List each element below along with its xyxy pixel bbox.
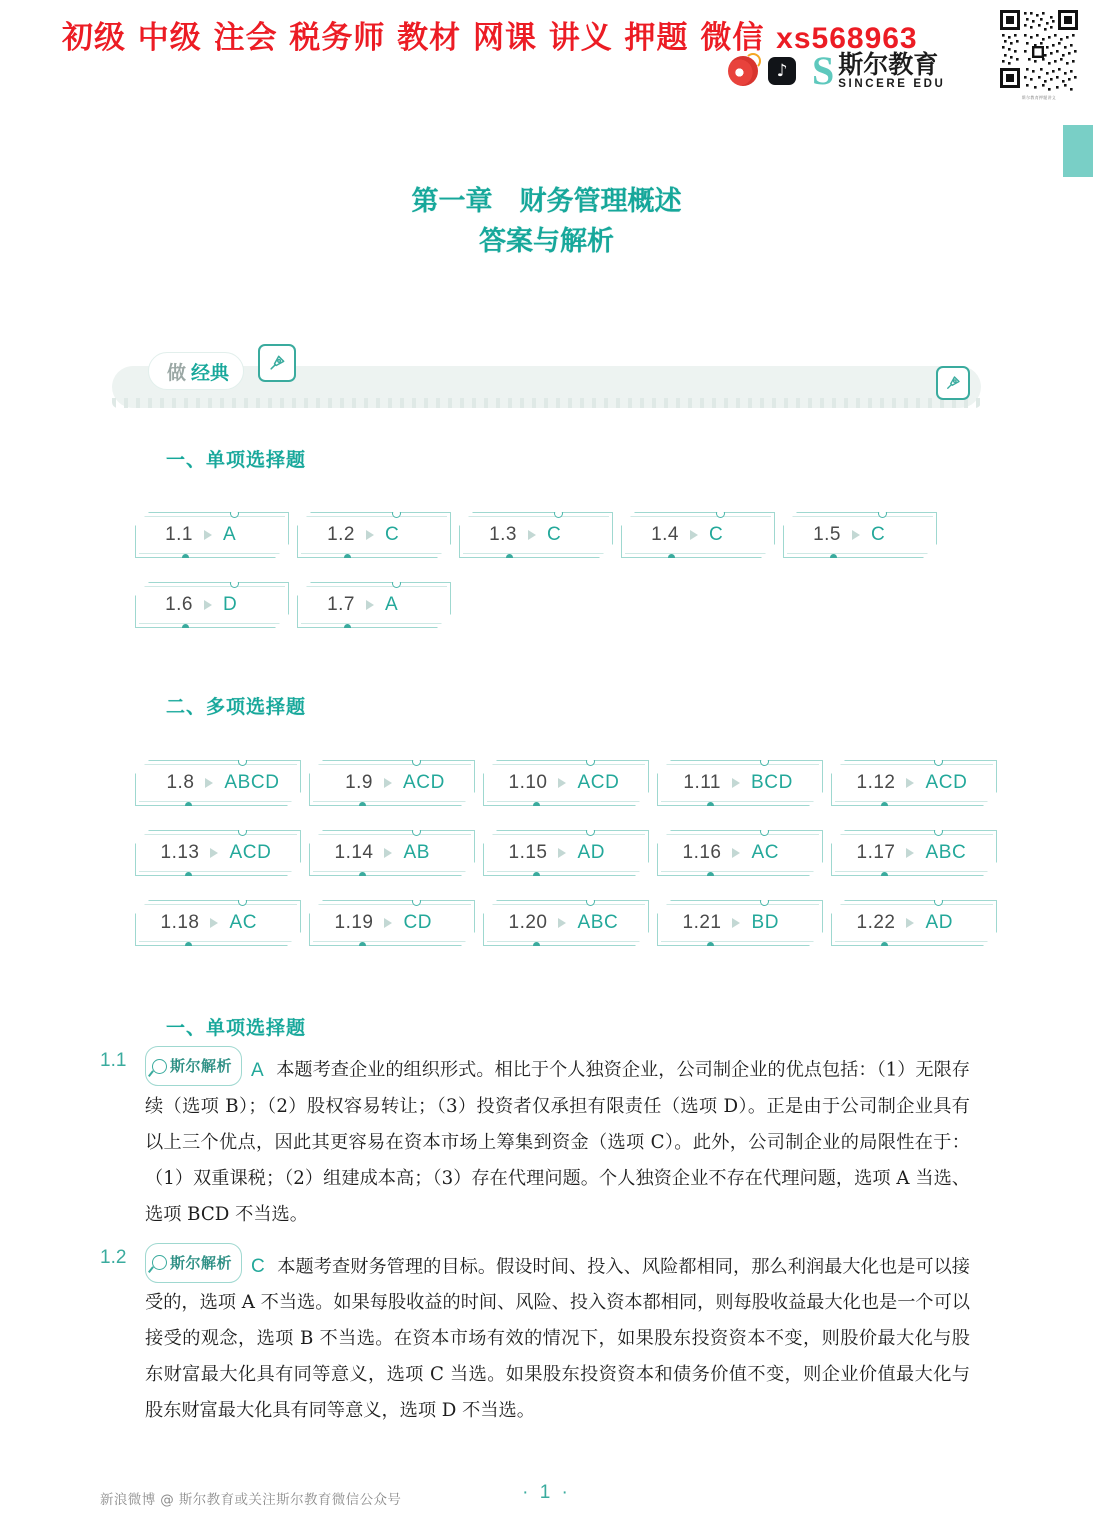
- answer-letters: BCD: [751, 772, 793, 793]
- explanation-answer: A: [251, 1059, 265, 1081]
- arrow-right-icon: [210, 918, 218, 928]
- explanation-text: 本题考查企业的组织形式。相比于个人独资企业，公司制企业的优点包括：（1）无限存续（选项 B）；（2）股权容易转让；（3）投资者仅承担有限责任（选项 D）。正是由于公司制企业具有以上三个优点，因此其更容易在资本市场上筹集到资金（选项 C）。此外，公司制企业的局限性在于：（1）双重课税；（2）组建成本高；（3）存在代理问题。个人独资企业不存在代理问题，选项 A 当选、选项 BCD 不当选。: [145, 1059, 970, 1225]
- heading-explanations-single-choice: 一、单项选择题: [166, 1017, 307, 1039]
- magnifier-icon: [152, 1059, 167, 1074]
- answer-letters: AC: [751, 842, 780, 863]
- page-number: · 1 ·: [522, 1482, 571, 1503]
- qr-caption: 斯尔教育押题讲义: [1021, 95, 1057, 100]
- explanation-question-number: 1.1: [100, 1050, 127, 1071]
- answer-card[interactable]: [135, 900, 301, 946]
- answer-letters: ABCD: [224, 772, 280, 793]
- answer-card[interactable]: [297, 582, 451, 628]
- question-number: 1.12: [856, 772, 896, 793]
- arrow-right-icon: [732, 918, 740, 928]
- arrow-right-icon: [906, 918, 914, 928]
- question-number: 1.3: [489, 524, 517, 545]
- explanation-list: [100, 1046, 970, 1439]
- card-dot-marker-icon: [707, 872, 714, 879]
- card-dot-marker-icon: [344, 624, 351, 631]
- answer-letters: ACD: [403, 772, 445, 793]
- question-number: 1.17: [856, 842, 896, 863]
- weibo-icon: [728, 56, 758, 86]
- analysis-badge: [145, 1046, 242, 1086]
- card-dot-marker-icon: [182, 554, 189, 561]
- arrow-right-icon: [384, 848, 392, 858]
- card-dot-marker-icon: [359, 872, 366, 879]
- answer-card[interactable]: [483, 900, 649, 946]
- answer-card[interactable]: [297, 512, 451, 558]
- answer-letters: A: [223, 524, 237, 545]
- chapter-title: 第一章 财务管理概述: [411, 186, 682, 217]
- answer-card-row: [135, 830, 1005, 876]
- answer-card[interactable]: [831, 760, 997, 806]
- question-number: 1.7: [327, 594, 355, 615]
- arrow-right-icon: [384, 918, 392, 928]
- card-circle-marker-icon: [934, 757, 943, 766]
- arrow-right-icon: [906, 778, 914, 788]
- qr-code-svg: [998, 8, 1080, 94]
- arrow-right-icon: [732, 778, 740, 788]
- page-edge-tab: [1063, 125, 1093, 177]
- card-dot-marker-icon: [533, 802, 540, 809]
- ad-banner: [0, 0, 1093, 112]
- answer-letters: ACD: [229, 842, 272, 863]
- qr-code-image: [998, 8, 1080, 94]
- arrow-right-icon: [204, 600, 212, 610]
- question-number: 1.2: [327, 524, 355, 545]
- heading-multi-choice-answers: 二、多项选择题: [166, 696, 307, 718]
- answer-card[interactable]: [657, 900, 823, 946]
- ad-banner-text: 初级 中级 注会 税务师 教材 网课 讲义 押题 微信 xs568963: [62, 20, 918, 56]
- analysis-badge: [145, 1243, 242, 1283]
- question-number: 1.19: [334, 912, 374, 933]
- answer-card[interactable]: [831, 830, 997, 876]
- card-circle-marker-icon: [554, 509, 563, 518]
- card-circle-marker-icon: [230, 579, 239, 588]
- answer-card[interactable]: [309, 760, 475, 806]
- answer-letters: CD: [403, 912, 433, 933]
- social-icons-row: [728, 48, 946, 94]
- card-dot-marker-icon: [707, 942, 714, 949]
- explanation-item: [100, 1243, 970, 1430]
- explanation-body: [145, 1046, 970, 1233]
- card-circle-marker-icon: [760, 827, 769, 836]
- arrow-right-icon: [558, 918, 566, 928]
- arrow-right-icon: [558, 848, 566, 858]
- card-dot-marker-icon: [830, 554, 837, 561]
- question-number: 1.18: [160, 912, 200, 933]
- answer-letters: ABC: [577, 912, 619, 933]
- card-circle-marker-icon: [586, 827, 595, 836]
- arrow-right-icon: [366, 530, 374, 540]
- answer-letters: BD: [751, 912, 780, 933]
- card-circle-marker-icon: [760, 897, 769, 906]
- card-circle-marker-icon: [412, 897, 421, 906]
- arrow-right-icon: [210, 848, 218, 858]
- answer-letters: AB: [403, 842, 431, 863]
- answer-card[interactable]: [135, 830, 301, 876]
- answer-letters: C: [871, 524, 886, 545]
- logo-english-name: SINCERE EDU: [838, 78, 946, 90]
- arrow-right-icon: [528, 530, 536, 540]
- footer-note: 新浪微博 @ 斯尔教育或关注斯尔教育微信公众号: [100, 1492, 402, 1508]
- answer-letters: AD: [925, 912, 954, 933]
- card-dot-marker-icon: [506, 554, 513, 561]
- answer-letters: AD: [577, 842, 606, 863]
- answer-card[interactable]: [483, 830, 649, 876]
- arrow-right-icon: [384, 778, 392, 788]
- question-number: 1.8: [166, 772, 195, 793]
- question-number: 1.11: [683, 772, 721, 793]
- decor-label-gray: 做: [167, 361, 187, 384]
- card-dot-marker-icon: [182, 624, 189, 631]
- card-circle-marker-icon: [392, 579, 401, 588]
- explanation-question-number: 1.2: [100, 1246, 127, 1268]
- answer-letters: ACD: [577, 772, 620, 793]
- card-dot-marker-icon: [185, 802, 192, 809]
- question-number: 1.21: [682, 912, 722, 933]
- answer-letters: A: [385, 594, 399, 615]
- question-number: 1.1: [165, 524, 193, 545]
- logo-chinese-name: 斯尔教育: [838, 50, 939, 79]
- card-dot-marker-icon: [533, 872, 540, 879]
- card-dot-marker-icon: [344, 554, 351, 561]
- question-number: 1.10: [508, 772, 548, 793]
- card-dot-marker-icon: [668, 554, 675, 561]
- analysis-badge-label: 斯尔解析: [170, 1057, 233, 1075]
- arrow-right-icon: [204, 530, 212, 540]
- answer-card[interactable]: [459, 512, 613, 558]
- answer-card[interactable]: [135, 512, 289, 558]
- answer-letters: ABC: [925, 842, 967, 863]
- answer-card-row: [135, 900, 1005, 946]
- question-number: 1.20: [508, 912, 548, 933]
- question-number: 1.13: [160, 842, 200, 863]
- qr-code: [995, 5, 1083, 105]
- card-circle-marker-icon: [586, 897, 595, 906]
- card-circle-marker-icon: [934, 897, 943, 906]
- card-dot-marker-icon: [881, 802, 888, 809]
- magnifier-icon: [152, 1255, 167, 1270]
- card-dot-marker-icon: [881, 872, 888, 879]
- question-number: 1.16: [682, 842, 722, 863]
- card-dot-marker-icon: [881, 942, 888, 949]
- arrow-right-icon: [366, 600, 374, 610]
- answer-card[interactable]: [783, 512, 937, 558]
- question-number: 1.22: [856, 912, 896, 933]
- answer-card-row: [135, 512, 945, 558]
- answer-card[interactable]: [309, 900, 475, 946]
- card-dot-marker-icon: [185, 872, 192, 879]
- card-dot-marker-icon: [707, 802, 714, 809]
- card-circle-marker-icon: [238, 827, 247, 836]
- answer-card[interactable]: [831, 900, 997, 946]
- logo-mark-icon: S: [812, 48, 835, 94]
- question-number: 1.15: [508, 842, 548, 863]
- answer-card[interactable]: [135, 582, 289, 628]
- card-circle-marker-icon: [934, 827, 943, 836]
- arrow-right-icon: [205, 778, 213, 788]
- card-circle-marker-icon: [716, 509, 725, 518]
- card-dot-marker-icon: [533, 942, 540, 949]
- question-number: 1.14: [334, 842, 374, 863]
- decor-banner-label: [148, 352, 244, 390]
- card-circle-marker-icon: [238, 897, 247, 906]
- answer-card-frame: [309, 760, 475, 806]
- card-circle-marker-icon: [392, 509, 401, 518]
- card-circle-marker-icon: [878, 509, 887, 518]
- question-number: 1.5: [813, 524, 841, 545]
- pen-nib-icon: [258, 344, 296, 382]
- arrow-right-icon: [852, 530, 860, 540]
- heading-single-choice-answers: 一、单项选择题: [166, 449, 307, 471]
- answer-card[interactable]: [657, 760, 823, 806]
- chapter-subtitle: 答案与解析: [479, 226, 614, 257]
- decor-label-teal: 经典: [191, 361, 230, 384]
- card-circle-marker-icon: [238, 757, 247, 766]
- answer-letters: D: [223, 594, 238, 615]
- answer-card-row: [135, 582, 459, 628]
- answer-card[interactable]: [483, 760, 649, 806]
- card-circle-marker-icon: [760, 757, 769, 766]
- question-number: 1.4: [651, 524, 679, 545]
- arrow-right-icon: [732, 848, 740, 858]
- decor-banner-dots: [112, 398, 981, 408]
- answer-card-frame: [657, 760, 823, 806]
- arrow-right-icon: [558, 778, 566, 788]
- answer-card[interactable]: [135, 760, 301, 806]
- card-dot-marker-icon: [185, 942, 192, 949]
- explanation-item: [100, 1046, 970, 1233]
- card-circle-marker-icon: [230, 509, 239, 518]
- wechat-id: xs568963: [776, 22, 918, 55]
- card-dot-marker-icon: [359, 802, 366, 809]
- card-circle-marker-icon: [412, 757, 421, 766]
- card-dot-marker-icon: [359, 942, 366, 949]
- arrow-right-icon: [906, 848, 914, 858]
- arrow-right-icon: [690, 530, 698, 540]
- answer-letters: C: [385, 524, 400, 545]
- answer-card-row: [135, 760, 1005, 806]
- analysis-badge-label: 斯尔解析: [170, 1253, 233, 1272]
- answer-card[interactable]: [621, 512, 775, 558]
- card-circle-marker-icon: [412, 827, 421, 836]
- answer-letters: C: [709, 524, 724, 545]
- answer-card[interactable]: [657, 830, 823, 876]
- explanation-body: [145, 1243, 970, 1430]
- answer-letters: C: [547, 524, 562, 545]
- question-number: 1.9: [345, 772, 373, 793]
- pen-nib-icon-right: [936, 366, 970, 400]
- sincere-edu-logo: [812, 48, 946, 94]
- card-circle-marker-icon: [586, 757, 595, 766]
- answer-letters: AC: [229, 912, 258, 933]
- question-number: 1.6: [165, 594, 193, 615]
- douyin-icon: ♪: [768, 57, 796, 85]
- answer-letters: ACD: [925, 772, 968, 793]
- explanation-answer: C: [251, 1256, 266, 1277]
- explanation-text: 本题考查财务管理的目标。假设时间、投入、风险都相同，那么利润最大化也是可以接受的，选项 A 不当选。如果每股收益的时间、风险、投入资本都相同，则每股收益最大化也是一个可以接受的观念，选项 B 不当选。在资本市场有效的情况下，如果股东投资资本不变，则股价最大化与股东财富最大化具有同等意义，选项 C 当选。如果股东投资资本和债务价值不变，则企业价值最大化与股东财富最大化具有同等意义，选项 D 不当选。: [145, 1256, 970, 1421]
- answer-card[interactable]: [309, 830, 475, 876]
- page-title: [0, 182, 1093, 262]
